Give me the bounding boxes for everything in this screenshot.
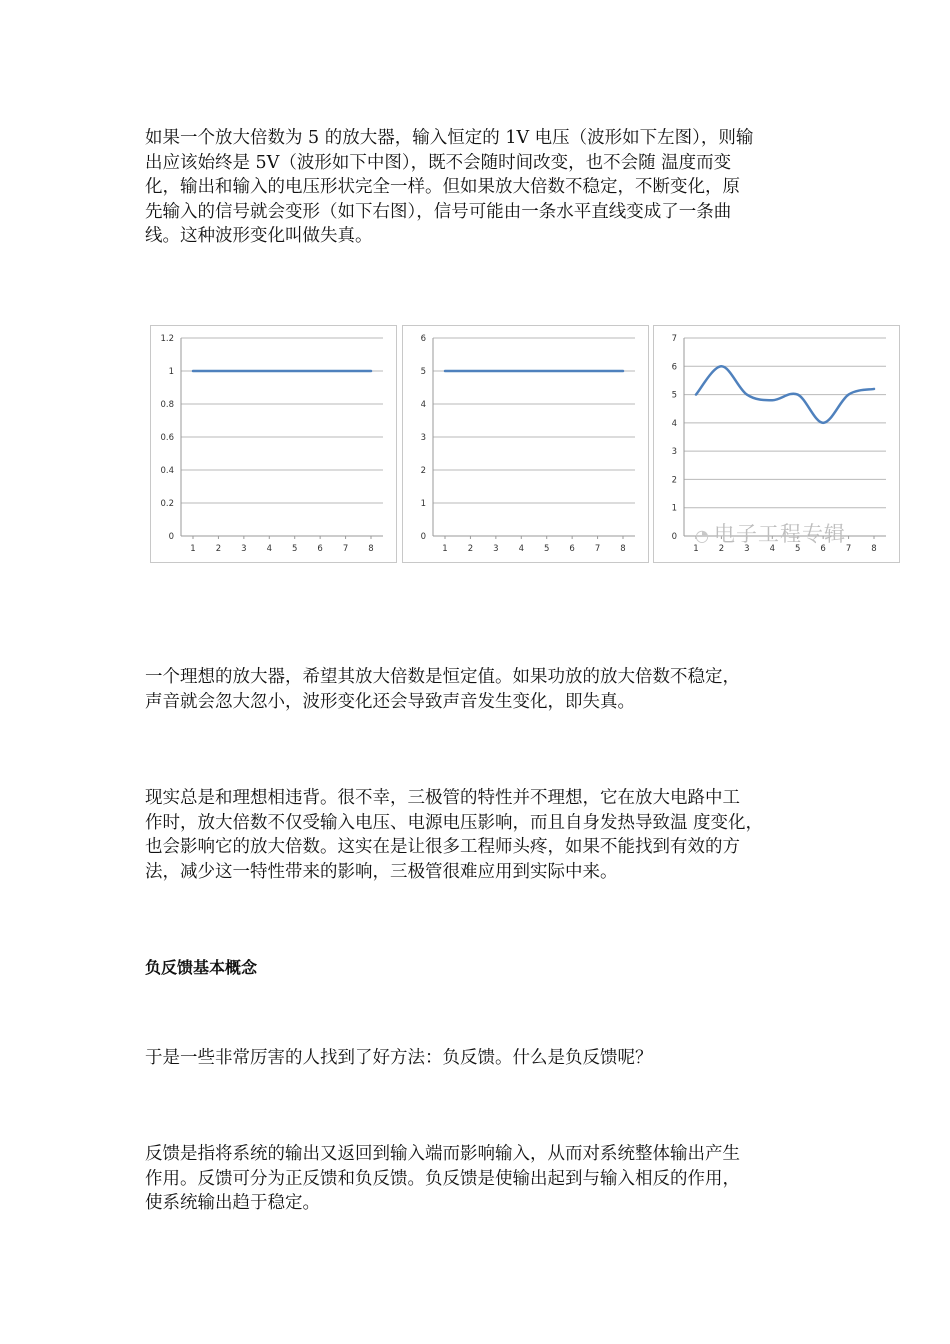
text-line: 化，输出和输入的电压形状完全一样。但如果放大倍数不稳定，不断变化，原 [145,177,740,197]
paragraph-ideal-amplifier [145,665,825,714]
x-tick-label: 8 [620,544,626,554]
y-tick-label: 7 [671,334,677,344]
x-tick-label: 3 [744,544,750,554]
text-line: 作用。反馈可分为正反馈和负反馈。负反馈是使输出起到与输入相反的作用， [145,1168,740,1189]
y-tick-label: 4 [420,400,426,410]
x-tick-label: 3 [493,544,499,554]
paragraph-negative-feedback-intro [145,1046,825,1071]
text-line: 声音就会忽大忽小，波形变化还会导致声音发生变化，即失真。 [145,691,635,712]
text-line: 先输入的信号就会变形（如下右图），信号可能由一条水平直线变成了一条曲 [145,201,732,222]
text-line: 也会影响它的放大倍数。这实在是让很多工程师头疼，如果不能找到有效的方 [145,837,740,857]
y-tick-label: 0 [420,532,426,542]
x-tick-label: 3 [241,544,247,554]
paragraph-distortion-intro [145,126,825,249]
x-tick-label: 8 [871,544,877,554]
y-tick-label: 1 [420,499,426,509]
text-line: 使系统输出趋于稳定。 [145,1193,320,1213]
text-line: 法，减少这一特性带来的影响，三极管很难应用到实际中来。 [145,861,618,882]
x-tick-label: 5 [795,544,801,554]
x-tick-label: 2 [215,544,222,554]
y-tick-label: 3 [420,433,426,443]
y-tick-label: 0.4 [160,466,174,476]
y-tick-label: 1 [671,503,677,514]
text-line: 于是一些非常厉害的人找到了好方法：负反馈。什么是负反馈呢？ [145,1048,653,1068]
y-tick-label: 2 [671,475,677,486]
text-line: 作时，放大倍数不仅受输入电压、电源电压影响，而且自身发热导致温 度变化， [145,812,764,833]
y-tick-label: 1 [168,367,174,377]
x-tick-label: 6 [569,544,575,554]
y-tick-label: 6 [420,334,426,344]
x-tick-label: 4 [769,544,775,554]
x-tick-label: 7 [342,544,349,554]
text-line: 线。这种波形变化叫做失真。 [145,226,373,246]
y-tick-label: 6 [671,362,677,373]
y-tick-label: 5 [671,390,677,401]
paragraph-feedback-definition [145,1142,825,1216]
y-tick-label: 2 [420,466,426,476]
x-tick-label: 6 [820,544,826,554]
text-line: 一个理想的放大器，希望其放大倍数是恒定值。如果功放的放大倍数不稳定， [145,667,740,687]
x-tick-label: 1 [442,544,448,554]
x-tick-label: 2 [718,544,725,554]
chart-output-waveform [402,325,649,563]
x-tick-label: 7 [594,544,601,554]
x-tick-label: 1 [693,544,699,554]
y-tick-label: 3 [671,447,677,458]
text-line: 如果一个放大倍数为 5 的放大器，输入恒定的 1V 电压（波形如下左图），则输 [145,128,754,148]
x-tick-label: 7 [845,544,852,554]
x-tick-label: 1 [190,544,196,554]
y-tick-label: 0.2 [160,499,174,509]
x-tick-label: 5 [544,544,550,554]
chart-input-waveform [150,325,397,563]
y-tick-label: 0 [168,532,174,542]
y-tick-label: 5 [420,367,426,377]
y-tick-label: 0 [671,532,677,542]
wechat-icon: ◔ [695,526,710,545]
y-tick-label: 1.2 [160,334,174,344]
section-heading: 负反馈基本概念 [145,958,258,977]
x-tick-label: 8 [368,544,374,554]
x-tick-label: 6 [317,544,323,554]
y-tick-label: 0.6 [160,433,174,443]
text-line: 出应该始终是 5V（波形如下中图），既不会随时间改变，也不会随 温度而变 [145,152,732,173]
text-line: 现实总是和理想相违背。很不幸，三极管的特性并不理想，它在放大电路中工 [145,788,740,808]
watermark-text: 电子工程专辑 [713,522,846,546]
x-tick-label: 5 [292,544,298,554]
x-tick-label: 4 [266,544,272,554]
y-tick-label: 0.8 [160,400,174,410]
chart-svg [403,326,648,562]
y-tick-label: 4 [671,418,677,429]
paragraph-reality [145,786,825,884]
chart-svg [151,326,396,562]
watermark [695,518,846,548]
x-tick-label: 2 [467,544,474,554]
x-tick-label: 4 [518,544,524,554]
text-line: 反馈是指将系统的输出又返回到输入端而影响输入，从而对系统整体输出产生 [145,1144,740,1164]
